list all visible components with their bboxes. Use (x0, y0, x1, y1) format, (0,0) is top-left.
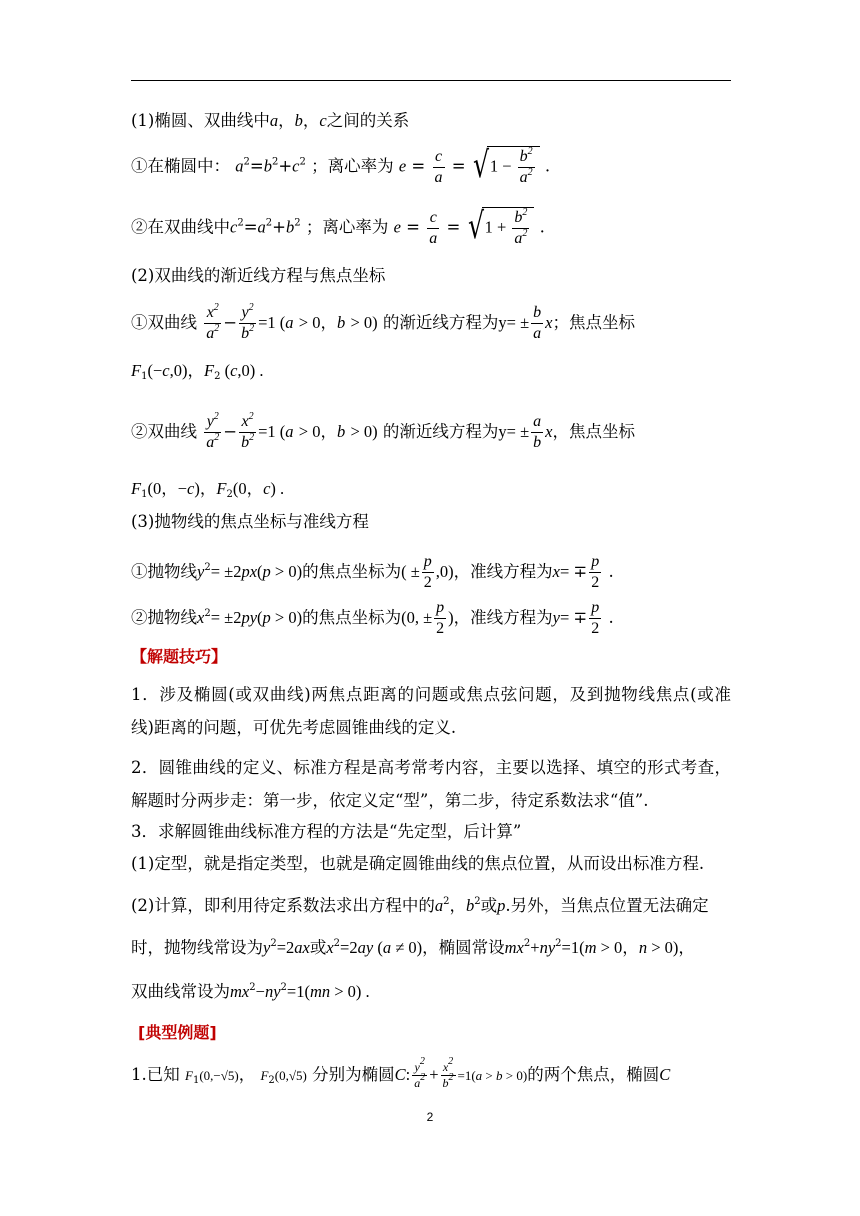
section-1-title: (1)椭圆、双曲线中a，b，c之间的关系 (131, 111, 410, 130)
tip-3-step-1: (1)定型，就是指定类型，也就是确定圆锥曲线的焦点位置，从而设出标准方程. (131, 854, 705, 873)
example-1: 1.已知 $F_1(0,-√5)$， $F_2(0,√5)$ 分别为椭圆C: $\frac{y^2}{a^2}$ + $\frac{x^2}{b^2}$ =1(a > b > 0)的两个焦点，椭圆C (131, 1056, 671, 1090)
tip-3-step-2-end: 双曲线常设为$mx^2-ny^2=1(mn > 0)$ . (131, 982, 370, 1001)
tip-3: 3．求解圆锥曲线标准方程的方法是“先定型，后计算” (131, 822, 522, 841)
foci-coords-1: $F_1(-c,0)$，$F_2$ (c,0) . (131, 361, 264, 382)
foci-coords-2: $F_1(0$，−c)，$F_2(0$，c) . (131, 479, 285, 500)
tip-1-line-b: 线)距离的问题，可优先考虑圆锥曲线的定义. (131, 718, 457, 737)
section-2-title: (2)双曲线的渐近线方程与焦点坐标 (131, 266, 386, 285)
tip-2-line-a: 2．圆锥曲线的定义、标准方程是高考常考内容，主要以选择、填空的形式考查， (131, 758, 731, 777)
hyperbola-x-asymptote-line: ①双曲线 $\frac{x^2}{a^2}$ − $\frac{y^2}{b^2}$ =1 (a > 0，b > 0) 的渐近线方程为y= ± $\frac{b}{a}$ x；焦点坐标 (131, 302, 635, 342)
section-3-title: (3)抛物线的焦点坐标与准线方程 (131, 512, 369, 531)
hyperbola-relation-line: ②在双曲线中$c^2=a^2+b^2$ ；离心率为 e = $\frac{c}{a}$ = √ 1 + $\frac{b^2}{a^2}$ . (131, 206, 545, 247)
tip-2-line-b: 解题时分两步走：第一步，依定义定“型”，第二步，待定系数法求“值”. (131, 791, 649, 810)
ellipse-relation-line: ①在椭圆中： $a^2=b^2+c^2$ ；离心率为 e = $\frac{c}{a}$ = √ 1 − $\frac{b^2}{a^2}$ . (131, 145, 551, 186)
parabola-x-line: ①抛物线$y^2= \pm 2px(p > 0)$的焦点坐标为( ± $\frac{p}{2}$ ,0)，准线方程为x= ∓ $\frac{p}{2}$ . (131, 553, 614, 591)
tip-3-step-2-cont: 时，抛物线常设为$y^2=2ax$或$x^2=2ay$ (a ≠ 0)，椭圆常设$mx^2+ny^2=1(m > 0$，n > 0)， (131, 938, 695, 957)
examples-heading: [典型例题] (138, 1023, 217, 1042)
tip-1-line-a: 1．涉及椭圆(或双曲线)两焦点距离的问题或焦点弦问题，及到抛物线焦点(或准 (131, 685, 731, 704)
parabola-y-line: ②抛物线$x^2= \pm 2py(p > 0)$的焦点坐标为(0, ± $\frac{p}{2}$ )，准线方程为y= ∓ $\frac{p}{2}$ . (131, 599, 614, 637)
page-number: 2 (426, 1110, 434, 1124)
tips-heading: 【解题技巧】 (131, 647, 228, 666)
header-rule (131, 80, 731, 81)
tip-3-step-2: (2)计算，即利用待定系数法求出方程中的$a^2$，$b^2$或p.另外，当焦点位置无法确定 (131, 896, 709, 915)
hyperbola-y-asymptote-line: ②双曲线 $\frac{y^2}{a^2}$ − $\frac{x^2}{b^2}$ =1 (a > 0，b > 0) 的渐近线方程为y= ± $\frac{a}{b}$ x，焦点坐标 (131, 411, 635, 451)
